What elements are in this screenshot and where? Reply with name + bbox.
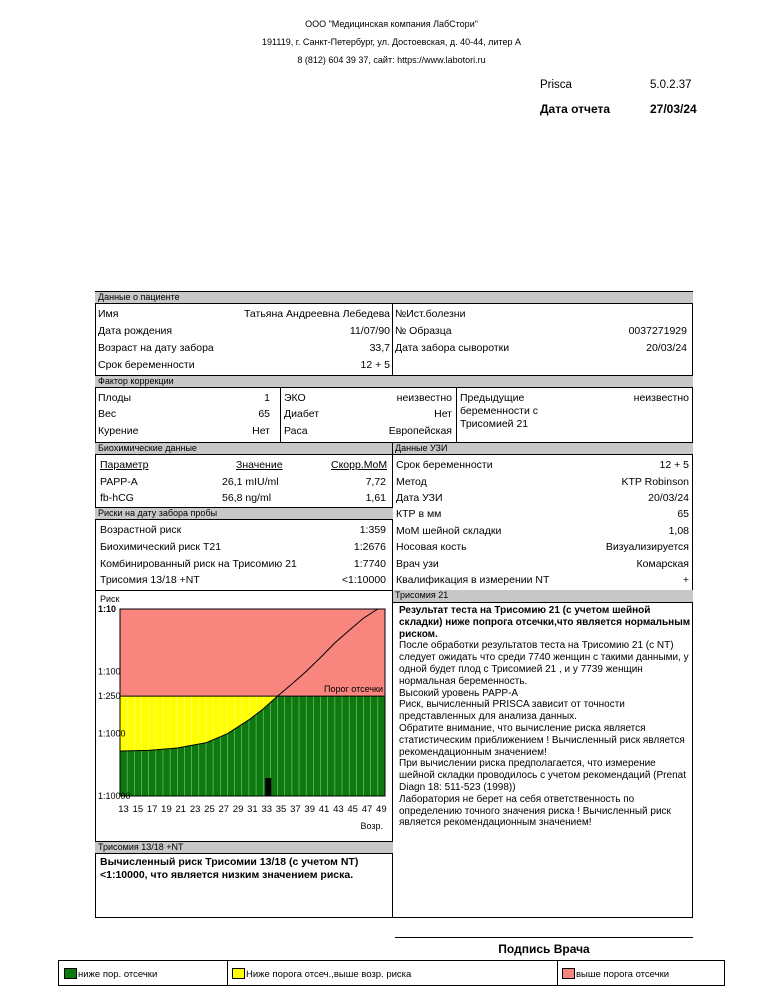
t21-result-bold: Результат теста на Трисомию 21 (с учетом шейной складки) ниже попрога отсечки,что является нормальным риском. (399, 605, 691, 640)
us-date-value: 20/03/24 (648, 492, 689, 504)
prev-label-1: Предыдущие (460, 392, 525, 404)
comb-risk-value: 1:7740 (353, 558, 386, 570)
diabetes-value: Нет (434, 408, 452, 420)
age-risk-value: 1:359 (359, 524, 386, 536)
col-param: Параметр (100, 459, 149, 471)
company-address: 191119, г. Санкт-Петербург, ул. Достоевская, д. 40-44, литер А (262, 37, 521, 47)
t1318-result: Вычисленный риск Трисомии 13/18 (с учетом NT) <1:10000, что является низким значением риска. (100, 856, 359, 881)
ivf-label: ЭКО (284, 392, 306, 404)
us-nasal-label: Носовая кость (396, 541, 467, 553)
us-qual-value: + (682, 574, 689, 586)
t21-section-header: Трисомия 21 (392, 590, 693, 603)
chart-x-tick-label: 39 (304, 804, 316, 815)
us-ga-label: Срок беременности (396, 459, 493, 471)
chart-y-tick-label: 1:10000 (98, 791, 131, 801)
chart-x-label: Возр. (360, 821, 383, 831)
chart-x-tick-label: 45 (347, 804, 358, 815)
comb-risk-label: Комбинированный риск на Трисомию 21 (100, 558, 297, 570)
t1318-risk-value: <1:10000 (341, 574, 386, 586)
legend-above (557, 960, 725, 986)
weight-label: Вес (98, 408, 117, 420)
race-label: Раса (284, 425, 308, 437)
ivf-value: неизвестно (396, 392, 452, 404)
chart-cutoff-label: Порог отсечки (324, 684, 383, 695)
sample-label: № Образца (395, 325, 452, 337)
legend-red-swatch (562, 968, 575, 979)
t21-line: После обработки результатов теста на Трисомию 21 (с NT) следует ожидать что среди 7740 женщин с такими данными, у одной будет плод с Трисомией 21 , и у 7739 женщин нормальная беременность. (399, 640, 689, 687)
papp-param: PAPP-A (100, 476, 138, 488)
signature-label: Подпись Врача (498, 942, 590, 956)
chart-y-tick-label: 1:250 (98, 691, 121, 702)
report-date: 27/03/24 (650, 102, 697, 116)
chart-patient-marker (265, 778, 271, 796)
smoking-label: Курение (98, 425, 139, 437)
risks-section-header: Риски на дату забора пробы (95, 507, 393, 520)
hcg-mom: 1,61 (365, 492, 386, 504)
chart-x-tick-label: 27 (218, 804, 230, 815)
us-method-value: KTP Robinson (621, 476, 689, 488)
chart-x-tick-label: 41 (318, 804, 330, 815)
chart-red-zone (120, 609, 385, 696)
chart-y-tick-label: 1:1000 (98, 728, 126, 739)
chart-x-tick-label: 37 (290, 804, 301, 815)
chart-x-tick-label: 19 (161, 804, 172, 815)
papp-value: 26,1 mIU/ml (222, 476, 279, 488)
hcg-value: 56,8 ng/ml (222, 492, 272, 504)
age-value: 33,7 (369, 342, 390, 354)
chart-x-tick-label: 21 (175, 804, 187, 815)
us-nt-label: MoM шейной складки (396, 525, 502, 537)
chart-x-tick-label: 43 (333, 804, 344, 815)
t21-line: Высокий уровень PAPP-A (399, 687, 519, 699)
race-value: Европейская (388, 425, 452, 437)
fetus-label: Плоды (98, 392, 132, 404)
biochem-section-header: Биохимические данные (95, 442, 393, 455)
chart-x-tick-label: 25 (204, 804, 215, 815)
patient-section-header: Данные о пациенте (95, 291, 693, 304)
us-crl-label: КТР в мм (396, 508, 442, 520)
t21-line: Обратите внимание, что вычисление риска является статистическим приближением ! Вычисленный риск является рекомендационным значением! (399, 722, 685, 758)
ga-label: Срок беременности (98, 359, 195, 371)
software-version: 5.0.2.37 (650, 79, 692, 91)
legend-yellow-swatch (232, 968, 245, 979)
weight-value: 65 (258, 408, 270, 420)
dob-value: 11/07/90 (349, 325, 390, 337)
age-label: Возраст на дату забора (98, 342, 214, 354)
t1318-risk-label: Трисомия 13/18 +NT (100, 574, 200, 586)
us-nasal-value: Визуализируется (605, 541, 689, 553)
software-label: Prisca (540, 79, 572, 91)
chart-x-tick-label: 15 (132, 804, 144, 815)
chart-x-tick-label: 47 (361, 804, 373, 815)
case-label: №Ист.болезни (395, 308, 466, 320)
ga-value: 12 + 5 (360, 359, 390, 371)
report-date-label: Дата отчета (540, 102, 611, 116)
t21-line: Лаборатория не берет на себя ответственность по определению точного значения риска ! Вычисленный риск является рекомендационным значением! (399, 793, 671, 829)
col-mom: Скорр.MoM (331, 459, 388, 471)
prev-value: неизвестно (633, 392, 689, 404)
t1318-section-header: Трисомия 13/18 +NT (95, 841, 393, 854)
legend-between (227, 960, 558, 986)
chart-x-tick-label: 33 (261, 804, 273, 815)
draw-value: 20/03/24 (646, 342, 687, 354)
ultrasound-section-header: Данные УЗИ (392, 442, 693, 455)
age-risk-label: Возрастной риск (100, 524, 182, 536)
chart-title: Риск (100, 594, 120, 604)
hcg-param: fb-hCG (100, 492, 134, 504)
us-nt-value: 1,08 (668, 525, 689, 537)
draw-label: Дата забора сыворотки (395, 342, 510, 354)
dob-label: Дата рождения (98, 325, 173, 337)
chart-x-tick-label: 35 (275, 804, 287, 815)
legend-between-text: Ниже порога отсеч.,выше возр. риска (246, 969, 412, 980)
risk-chart (96, 591, 392, 841)
us-qual-label: Квалификация в измерении NT (396, 574, 550, 586)
company-contacts: 8 (812) 604 39 37, сайт: https://www.labotori.ru (297, 55, 486, 65)
legend-above-text: выше порога отсечки (576, 969, 670, 980)
t21-line: Риск, вычисленный PRISCA зависит от точности представленных для анализа данных. (399, 699, 625, 723)
us-date-label: Дата УЗИ (396, 492, 443, 504)
patient-name-label: Имя (98, 308, 119, 320)
fetus-value: 1 (264, 392, 270, 404)
us-crl-value: 65 (677, 508, 689, 520)
sample-value: 0037271929 (628, 325, 687, 337)
col-value: Значение (236, 459, 283, 471)
company-name: ООО "Медицинская компания ЛабСтори" (305, 19, 478, 29)
chart-y-tick-label: 1:10 (98, 604, 117, 614)
bio-risk-label: Биохимический риск T21 (100, 541, 222, 553)
chart-x-tick-label: 17 (146, 804, 158, 815)
chart-x-tick-label: 49 (376, 804, 387, 815)
diabetes-label: Диабет (284, 408, 320, 420)
chart-x-tick-label: 13 (118, 804, 129, 815)
papp-mom: 7,72 (365, 476, 386, 488)
prev-label-2: беременности с (460, 405, 539, 417)
t21-result-text (399, 605, 691, 829)
patient-name: Татьяна Андреевна Лебедева (243, 308, 390, 320)
us-doctor-value: Комарская (636, 558, 689, 570)
us-method-label: Метод (396, 476, 427, 488)
legend-below (58, 960, 228, 986)
prev-label-3: Трисомией 21 (460, 418, 529, 430)
chart-y-tick-label: 1:100 (98, 666, 121, 677)
chart-x-tick-label: 29 (232, 804, 244, 815)
chart-x-tick-label: 31 (247, 804, 258, 815)
legend-green-swatch (64, 968, 77, 979)
smoking-value: Нет (252, 425, 270, 437)
us-ga-value: 12 + 5 (659, 459, 689, 471)
bio-risk-value: 1:2676 (353, 541, 386, 553)
us-doctor-label: Врач узи (396, 558, 439, 570)
chart-x-tick-label: 23 (189, 804, 201, 815)
legend-below-text: ниже пор. отсечки (78, 969, 158, 980)
t21-line: При вычислении риска предполагается, что измерение шейной складки проводилось с учетом рекомендаций (Prenat Diagn 18: 511-523 (1998)) (399, 758, 686, 793)
correction-section-header: Фактор коррекции (95, 375, 693, 388)
